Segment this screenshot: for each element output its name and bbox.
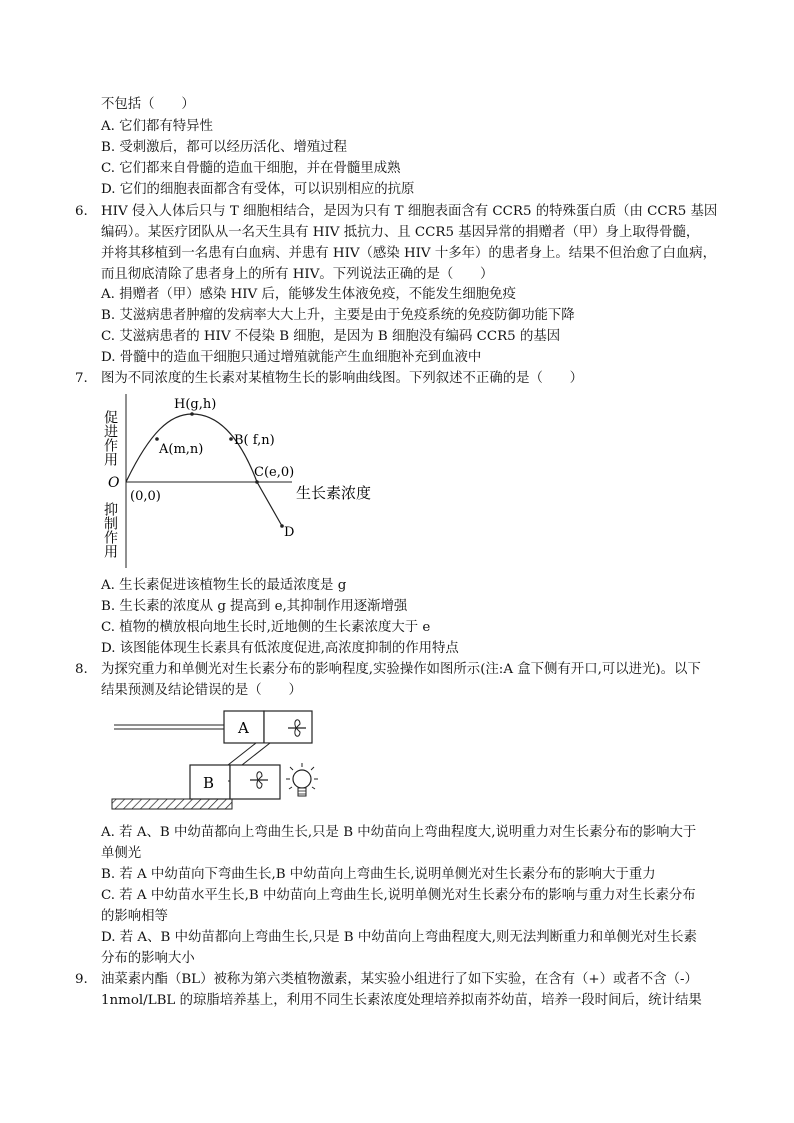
q8-option-a-line-1: A. 若 A、B 中幼苗都向上弯曲生长,只是 B 中幼苗向上弯曲程度大,说明重力对生长素分布的影响大于 [101,825,697,840]
q7-option-c: C. 植物的横放根向地生长时,近地侧的生长素浓度大于 e [101,620,431,635]
q8-stem-line-1: 为探究重力和单侧光对生长素分布的影响程度,实验操作如图所示(注:A 盒下侧有开口,可以进光)。以下 [101,662,701,677]
connector [228,743,270,765]
q8-number: 8. [75,662,88,677]
q9-stem-line-1: 油菜素内酯（BL）被称为第六类植物激素，某实验小组进行了如下实验，在含有（+）或者不含（-） [101,972,698,987]
point-h [190,412,194,416]
point-h-label: H(g,h) [174,397,217,412]
q5-stem-tail: 不包括（ ） [101,97,195,112]
q8-option-a-line-2: 单侧光 [101,846,142,861]
origin-point-label: (0,0) [130,489,161,504]
q7-option-d: D. 该图能体现生长素具有低浓度促进,高浓度抑制的作用特点 [101,641,459,656]
q9-number: 9. [75,972,88,987]
q5-option-c: C. 它们都来自骨髓的造血干细胞，并在骨髓里成熟 [101,161,401,176]
q8-option-c-line-1: C. 若 A 中幼苗水平生长,B 中幼苗向上弯曲生长,说明单侧光对生长素分布的影响与重力对生长素分布 [101,888,696,903]
box-b-extension [230,765,280,799]
q5-option-b: B. 受刺激后，都可以经历活化、增殖过程 [101,140,347,155]
q7-growth-curve-figure [100,392,400,570]
q6-option-a: A. 捐赠者（甲）感染 HIV 后，能够发生体液免疫，不能发生细胞免疫 [101,287,516,302]
q6-stem-line-2: 编码）。某医疗团队从一名天生具有 HIV 抵抗力、且 CCR5 基因异常的捐赠者（甲）身上取得骨髓， [101,225,700,240]
point-b-label: B( f,n) [234,433,275,448]
x-axis-label: 生长素浓度 [296,484,372,502]
q6-number: 6. [75,204,88,219]
q8-option-c-line-2: 的影响相等 [101,909,168,924]
q8-experiment-figure [110,703,340,815]
point-d-label: D [284,525,295,540]
box-a-label: A [238,719,249,737]
q7-stem: 图为不同浓度的生长素对某植物生长的影响曲线图。下列叙述不正确的是（ ） [101,371,584,386]
point-c-label: C(e,0) [254,465,295,480]
q8-option-d-line-1: D. 若 A、B 中幼苗都向上弯曲生长,只是 B 中幼苗向上弯曲程度大,则无法判断重力和单侧光对生长素 [101,930,697,945]
box-b-label: B [203,774,215,792]
light-bulb-icon [286,763,318,796]
q5-option-a: A. 它们都有特异性 [101,119,213,134]
q8-stem-line-2: 结果预测及结论错误的是（ ） [101,683,302,698]
q8-option-b: B. 若 A 中幼苗向下弯曲生长,B 中幼苗向上弯曲生长,说明单侧光对生长素分布的影响大于重力 [101,867,656,882]
q9-stem-line-2: 1nmol/LBL 的琼脂培养基上，利用不同生长素浓度处理培养拟南芥幼苗，培养一段时间后，统计结果 [101,993,702,1008]
q6-stem-line-1: HIV 侵入人体后只与 T 细胞相结合，是因为只有 T 细胞表面含有 CCR5 的特殊蛋白质（由 CCR5 基因 [101,204,718,219]
q6-option-d: D. 骨髓中的造血干细胞只通过增殖就能产生血细胞补充到血液中 [101,350,482,365]
q7-number: 7. [75,371,88,386]
q8-option-d-line-2: 分布的影响大小 [101,951,195,966]
ground [112,799,232,809]
q6-option-b: B. 艾滋病患者肿瘤的发病率大大上升，主要是由于免疫系统的免疫防御功能下降 [101,308,575,323]
q6-option-c: C. 艾滋病患者的 HIV 不侵染 B 细胞，是因为 B 细胞没有编码 CCR5 的基因 [101,329,561,344]
q7-option-b: B. 生长素的浓度从 g 提高到 e,其抑制作用逐渐增强 [101,599,408,614]
q7-option-a: A. 生长素促进该植物生长的最适浓度是 g [101,578,347,593]
point-a [155,437,159,441]
point-a-label: A(m,n) [159,442,204,457]
point-b [229,437,233,441]
q6-stem-line-3: 并将其移植到一名患有白血病、并患有 HIV（感染 HIV 十多年）的患者身上。结果不但治愈了白血病， [101,246,717,261]
y-axis-inhibit-label: 抑制作用 [102,502,118,558]
point-c [255,480,259,484]
y-axis-promote-label: 促进作用 [102,410,118,466]
q5-option-d: D. 它们的细胞表面都含有受体，可以识别相应的抗原 [101,182,415,197]
q6-stem-line-4: 而且彻底清除了患者身上的所有 HIV。下列说法正确的是（ ） [101,267,494,282]
origin-label: O [108,475,120,491]
box-a-extension [264,711,312,743]
